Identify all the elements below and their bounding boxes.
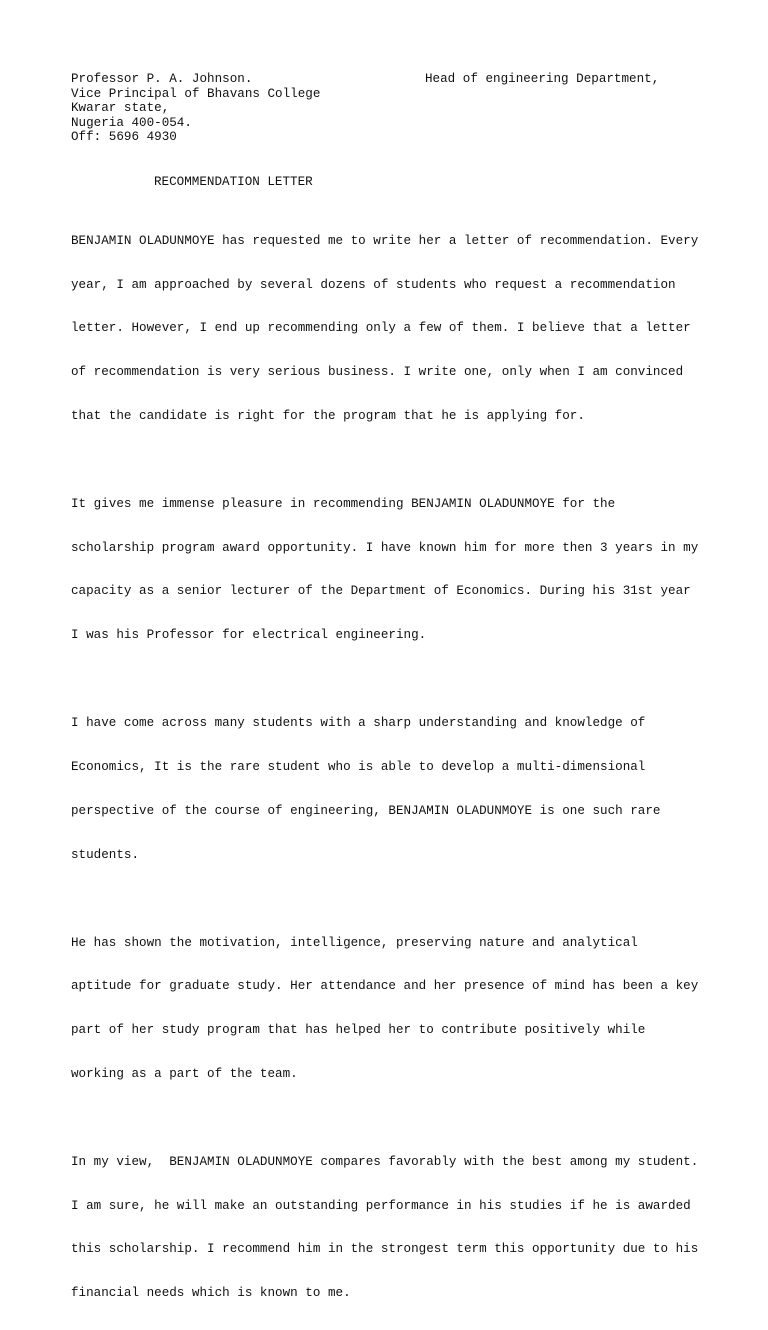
paragraph-line: of recommendation is very serious business. I write one, only when I am convinced <box>71 365 684 380</box>
body-paragraph-4 <box>71 906 711 1110</box>
paragraph-line: that the candidate is right for the program that he is applying for. <box>71 408 585 423</box>
sender-country: Nugeria 400-054. <box>71 115 192 130</box>
paragraph-line: students. <box>71 847 140 862</box>
paragraph-line: I was his Professor for electrical engineering. <box>71 628 427 643</box>
paragraph-line: aptitude for graduate study. Her attendance and her presence of mind has been a key <box>71 979 699 994</box>
body-paragraph-3 <box>71 687 711 891</box>
paragraph-line: capacity as a senior lecturer of the Department of Economics. During his 31st year <box>71 584 691 599</box>
sender-name: Professor P. A. Johnson. <box>71 72 253 86</box>
paragraph-line: perspective of the course of engineering, BENJAMIN OLADUNMOYE is one such rare <box>71 803 661 818</box>
body-paragraph-1 <box>71 205 711 453</box>
body-paragraph-2 <box>71 468 711 672</box>
sender-state: Kwarar state, <box>71 101 170 116</box>
paragraph-line: Economics, It is the rare student who is able to develop a multi-dimensional <box>71 759 646 774</box>
paragraph-line: In my view, BENJAMIN OLADUNMOYE compares favorably with the best among my student. <box>71 1154 699 1169</box>
paragraph-line: I am sure, he will make an outstanding performance in his studies if he is awarded <box>71 1198 691 1213</box>
sender-phone: Off: 5696 4930 <box>71 130 177 145</box>
paragraph-line: this scholarship. I recommend him in the strongest term this opportunity due to his <box>71 1242 699 1257</box>
letter-header <box>71 72 711 145</box>
paragraph-line: financial needs which is known to me. <box>71 1286 351 1301</box>
letter-page <box>71 72 711 1330</box>
paragraph-line: letter. However, I end up recommending only a few of them. I believe that a letter <box>71 321 691 336</box>
department-heading: Head of engineering Department, <box>425 72 660 86</box>
paragraph-line: scholarship program award opportunity. I have known him for more then 3 years in my <box>71 540 699 555</box>
paragraph-line: BENJAMIN OLADUNMOYE has requested me to write her a letter of recommendation. Every <box>71 233 699 248</box>
paragraph-line: part of her study program that has helped her to contribute positively while <box>71 1023 646 1038</box>
paragraph-line: I have come across many students with a sharp understanding and knowledge of <box>71 716 646 731</box>
sender-address <box>71 72 320 145</box>
paragraph-line: It gives me immense pleasure in recommending BENJAMIN OLADUNMOYE for the <box>71 496 616 511</box>
body-paragraph-5 <box>71 1126 711 1330</box>
paragraph-line: working as a part of the team. <box>71 1066 298 1081</box>
letter-title: RECOMMENDATION LETTER <box>154 175 313 189</box>
paragraph-line: year, I am approached by several dozens of students who request a recommendation <box>71 277 676 292</box>
paragraph-line: He has shown the motivation, intelligence, preserving nature and analytical <box>71 935 638 950</box>
sender-title: Vice Principal of Bhavans College <box>71 86 321 101</box>
